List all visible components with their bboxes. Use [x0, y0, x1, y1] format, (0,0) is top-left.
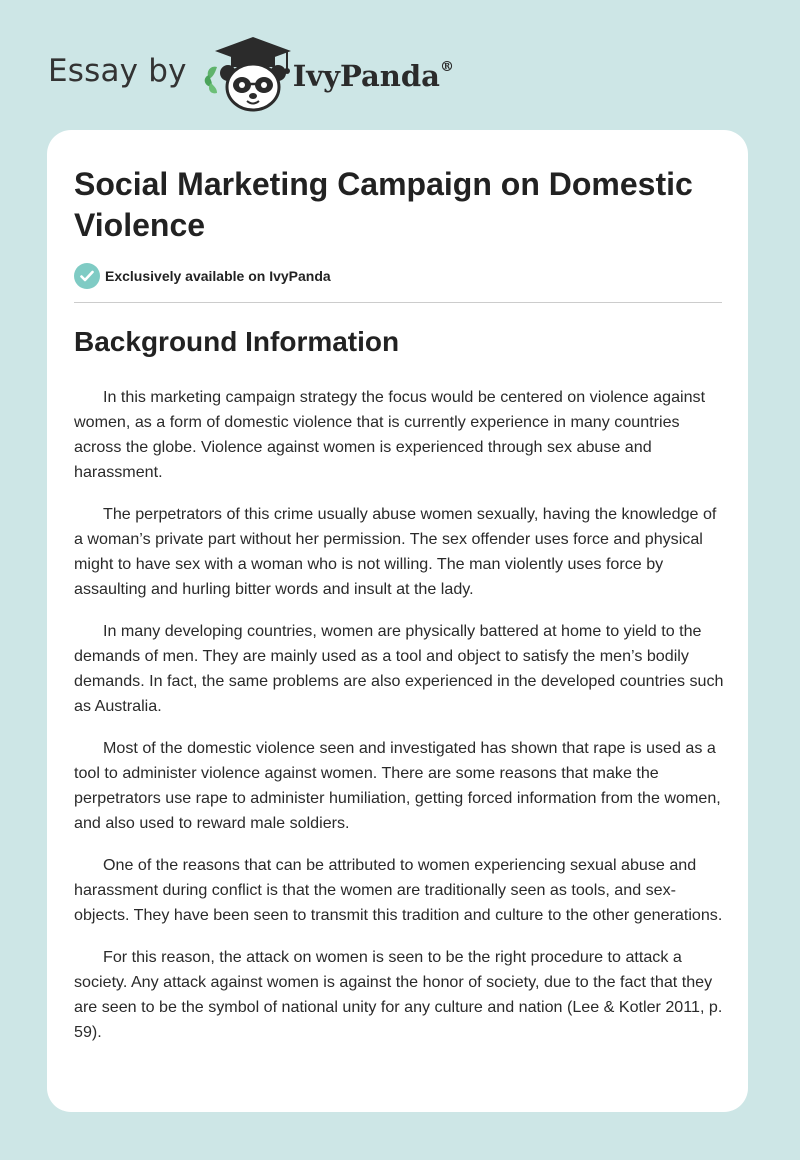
essay-by-label: Essay by	[48, 53, 187, 89]
essay-body	[74, 385, 726, 1062]
paragraph: One of the reasons that can be attributed to women experiencing sexual abuse and harassment during conflict is that the women are traditionally seen as tools, and sex-objects. They have been seen to transmit this tradition and culture to the other generations.	[74, 856, 723, 924]
section-heading: Background Information	[74, 326, 400, 357]
paragraph: The perpetrators of this crime usually abuse women sexually, having the knowledge of a woman’s private part without her permission. The sex offender uses force and physical might to have sex with a woman who is not willing. The man violently uses force by assaulting and hurling bitter words and insult at the lady.	[74, 505, 717, 598]
essay-card	[47, 130, 748, 1112]
paragraph: In this marketing campaign strategy the focus would be centered on violence against women, as a form of domestic violence that is currently experience in many countries across the globe. Violence against women is experienced through sex abuse and harassment.	[74, 388, 706, 481]
panda-graduate-logo-icon[interactable]	[201, 35, 293, 113]
page-title: Social Marketing Campaign on Domestic Violence	[74, 166, 693, 243]
exclusive-label: Exclusively available on IvyPanda	[105, 268, 331, 284]
paragraph: Most of the domestic violence seen and investigated has shown that rape is used as a tool to administer violence against women. There are some reasons that make the perpetrators use rape to administer humiliation, getting forced information from the women, and also used to reward male soldiers.	[74, 739, 721, 832]
check-circle-icon	[74, 263, 100, 289]
divider	[74, 302, 722, 303]
site-header	[48, 34, 454, 114]
registered-mark: ®	[439, 59, 454, 76]
paragraph: In many developing countries, women are physically battered at home to yield to the demands of men. They are mainly used as a tool and object to satisfy the men’s bodily demands. In fact, the same problems are also experienced in the developed countries such as Australia.	[74, 622, 724, 715]
exclusive-badge	[74, 263, 331, 289]
brand-name[interactable]: IvyPanda®	[292, 59, 454, 93]
paragraph: For this reason, the attack on women is seen to be the right procedure to attack a society. Any attack against women is against the honor of society, due to the fact that they are seen to be the symbol of national unity for any culture and nation (Lee & Kotler 2011, p. 59).	[74, 948, 723, 1041]
